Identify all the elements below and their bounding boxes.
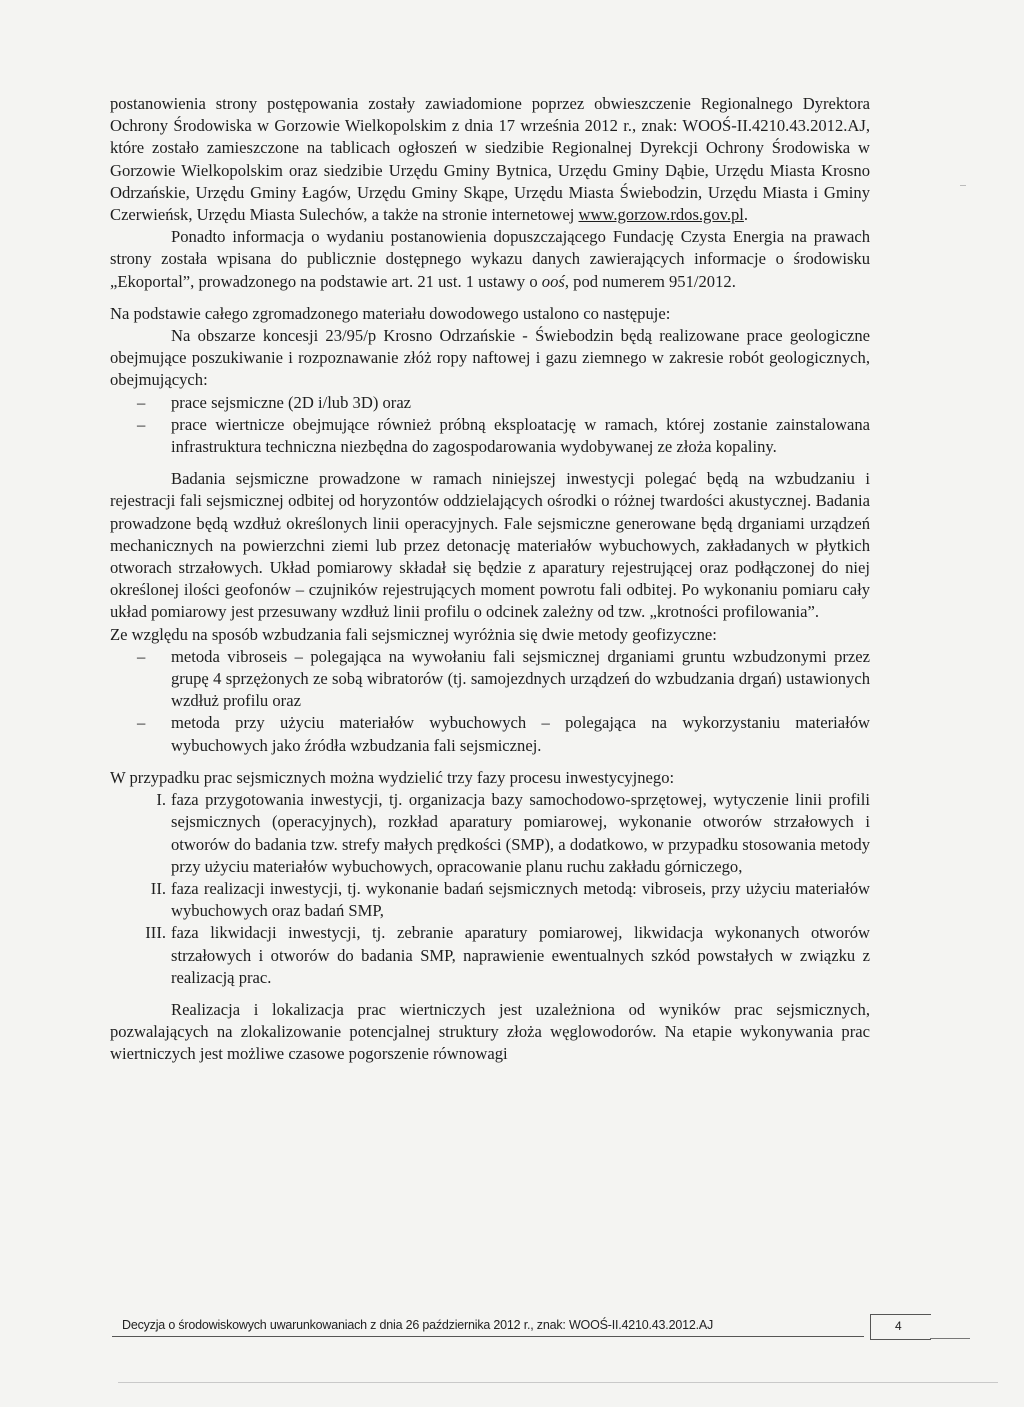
italic-abbreviation: ooś [541,271,565,291]
page-footer: Decyzja o środowiskowych uwarunkowaniach z dnia 26 października 2012 r., znak: WOOŚ-II.4210.43.2012.AJ [122,1318,714,1332]
paragraph-phases-intro: W przypadku prac sejsmicznych można wydzielić trzy fazy procesu inwestycyjnego: [110,767,675,787]
list-item-text: faza realizacji inwestycji, tj. wykonanie badań sejsmicznych metodą: vibroseis, przy użyciu materiałów wybuchowych oraz badań SMP, [171,878,870,921]
list-number: III. [145,923,166,943]
paragraph-text: postanowienia strony postępowania zostały zawiadomione poprzez obwieszczenie Regionalnego Dyrektora Ochrony Środowiska w Gorzowie Wielkopolskim z dnia 17 września 2012 r., znak: WOOŚ-II.4210.43.2012.AJ, które zostało zamieszczone na tablicach ogłoszeń w siedzibie Regionalnej Dyrekcji Ochrony Środowiska w Gorzowie Wielkopolskim oraz siedzibie Urzędu Gminy Bytnica, Urzędu Gminy Dąbie, Urzędu Miasta Krosno Odrzańskie, Urzędu Gminy Łagów, Urzędu Gminy Skąpe, Urzędu Miasta Świebodzin, Urzędu Miasta i Gminy Czerwieńsk, Urzędu Miasta Sulechów, a także na stronie internetowej [110,94,870,225]
list-number: I. [156,790,166,810]
list-number: II. [150,878,166,898]
phases-list [110,789,870,989]
scan-edge-line [118,1382,998,1383]
list-item: – prace sejsmiczne (2D i/lub 3D) oraz [110,392,870,414]
page-number-box [870,1314,931,1340]
list-item: – prace wiertnicze obejmujące również próbną eksploatację w ramach, której zostanie zainstalowana infrastruktura techniczna niezbędna do zagospodarowania wydobywanej ze złoża kopaliny. [110,414,870,458]
paragraph-drilling: Realizacja i lokalizacja prac wiertniczych jest uzależniona od wyników prac sejsmicznych, pozwalających na zlokalizowanie potencjalnej struktury złoża węglowodorów. Na etapie wykonywania prac wiertniczych jest możliwe czasowe pogorszenie równowagi [110,999,870,1064]
paragraph-announcement [110,93,870,226]
methods-list [110,646,870,757]
list-item-text: faza przygotowania inwestycji, tj. organizacja bazy samochodowo-sprzętowej, wytyczenie linii profili sejsmicznych (operacyjnych), rozkład aparatury pomiarowej, wykonanie otworów strzałowych i otworów do badania tzw. strefy małych prędkości (SMP), a dodatkowo, w przypadku stosowania metody przy użyciu materiałów wybuchowych, opracowanie planu ruchu zakładu górniczego, [171,790,870,876]
period: . [743,205,749,225]
rdos-website-link[interactable]: www.gorzow.rdos.gov.pl [578,205,744,225]
paragraph-seismic-research: Badania sejsmiczne prowadzone w ramach niniejszej inwestycji polegać będą na wzbudzaniu i rejestracji fali sejsmicznej odbitej od horyzontów oddzielających ośrodki o różnej twardości akustycznej. Badania prowadzone będą wzdłuż określonych linii operacyjnych. Fale sejsmiczne generowane będą drganiami urządzeń mechanicznych na powierzchni ziemi lub przez detonację materiałów wybuchowych, zakładanych w płytkich otworach strzałowych. Układ pomiarowy składał się będzie z aparatury rejestrującej oraz podłączonej do niej określonej ilości geofonów – czujników rejestrujących moment powrotu fali odbitej. Po wykonaniu pomiaru cały układ pomiarowy jest przesuwany wzdłuż linii profilu o odcinek zależny od tzw. „krotności profilowania”. [110,469,870,622]
paragraph-text: Ponadto informacja o wydaniu postanowienia dopuszczającego Fundację Czysta Energia na prawach strony została wpisana do publicznie dostępnego wykazu danych zawierających informacje o środowisku „Ekoportal”, prowadzonego na podstawie art. 21 ust. 1 ustawy o [110,227,870,291]
paragraph-concession: Na obszarze koncesji 23/95/p Krosno Odrzańskie - Świebodzin będą realizowane prace geologiczne obejmujące poszukiwanie i rozpoznawanie złóż ropy naftowej i gazu ziemnego w zakresie robót geologicznych, obejmujących: [110,326,870,390]
document-body [110,93,870,1066]
paragraph-findings-intro: Na podstawie całego zgromadzonego materiału dowodowego ustalono co następuje: [110,303,671,323]
footer-divider [112,1336,864,1337]
scan-speck [960,185,966,186]
paragraph-ekoportal [110,226,870,293]
list-item [110,789,870,878]
paragraph-methods-intro: Ze względu na sposób wzbudzania fali sejsmicznej wyróżnia się dwie metody geofizyczne: [110,624,717,644]
works-list [110,392,870,459]
page-box-divider [930,1338,970,1339]
paragraph-text-end: , pod numerem 951/2012. [564,271,736,291]
list-item: – metoda przy użyciu materiałów wybuchowych – polegająca na wykorzystaniu materiałów wybuchowych jako źródła wzbudzania fali sejsmicznej. [110,712,870,756]
list-item [110,922,870,989]
list-item: – metoda vibroseis – polegająca na wywołaniu fali sejsmicznej drganiami gruntu wzbudzonymi przez grupę 4 sprzężonych ze sobą wibratorów (tj. samojezdnych urządzeń do wzbudzania drgań) ustawionych wzdłuż profilu oraz [110,646,870,713]
list-item [110,878,870,922]
list-item-text: faza likwidacji inwestycji, tj. zebranie aparatury pomiarowej, likwidacja wykonanych otworów strzałowych i otworów do badania SMP, naprawienie ewentualnych szkód powstałych w związku z realizacją prac. [171,923,870,987]
page-number: 4 [895,1319,902,1333]
